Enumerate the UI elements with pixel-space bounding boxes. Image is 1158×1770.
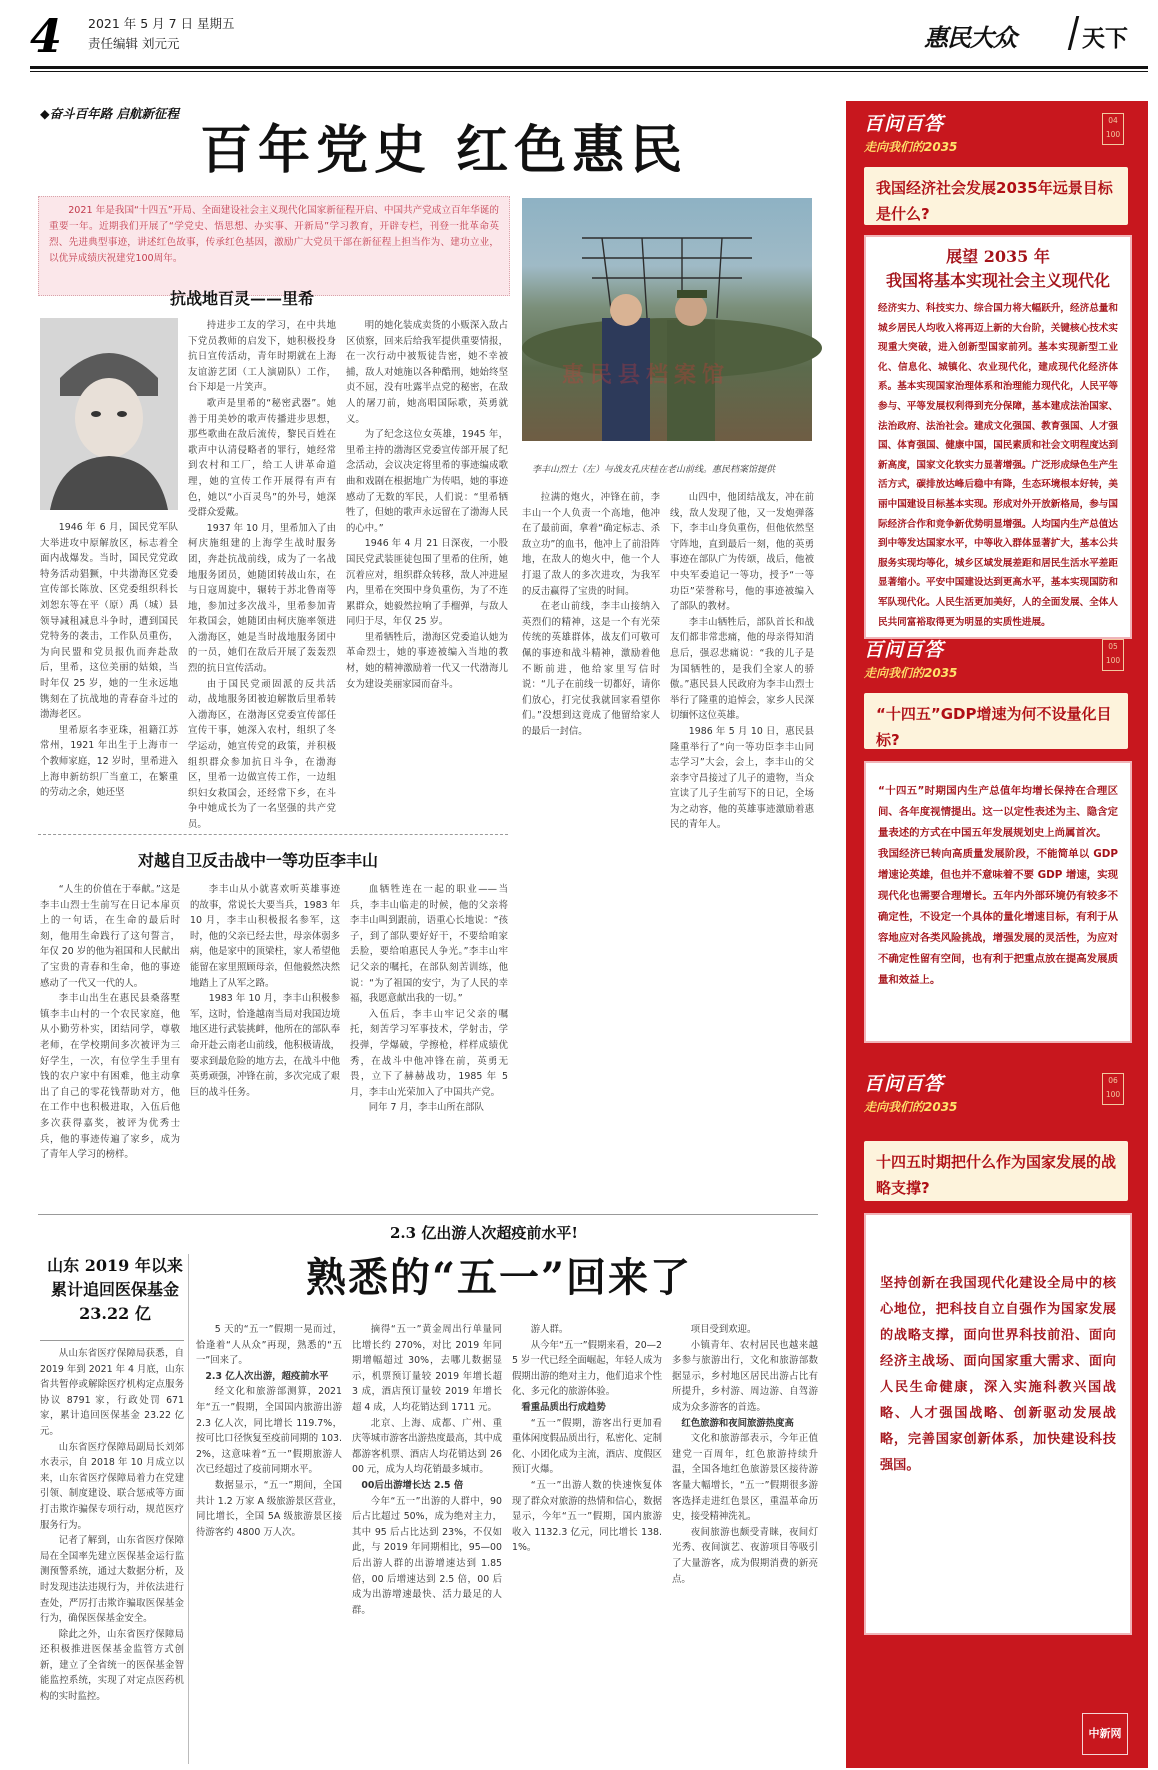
story1-col1: 1946 年 6 月，国民党军队大举进攻中原解放区，标志着全面内战爆发。当时，国民党党政特务活动猖獗，中共渤海区党委宣传部长陈放、区党委组织科长刘恕东等在平（原）禹（城）县领导减租减息斗争时，遭到国民党特务的袭击，工作队员重伤，为向民盟和党员报仇而奔赴敌后，里希，这位美丽的姑娘，当时年仅 25 岁，她的一生永远地镌刻在了抗战地的青春奋斗过的渤海老区。 里希原名李亚珠，祖籍江苏常州，1921 年出生于上海市一个教师家庭，12 岁时，里希进入上海申新纺织厂当童工，在繁重的劳动之余，她还坚: [40, 522, 178, 799]
qa3-answer: [864, 1213, 1132, 1635]
qa2-answer: [864, 761, 1132, 1043]
intro-text: 2021 年是我国“十四五”开局、全面建设社会主义现代化国家新征程开启、中国共产党成立百年华诞的重要一年。近期我们开展了“学党史、悟思想、办实事、开新局”学习教育，开辟专栏，刊登一批革命英烈、先进典型事迹，讲述红色故事，传承红色基因，激励广大党员干部在新征程上担当作为、建功立业，以优异成绩庆祝建党100周年。: [49, 205, 499, 264]
tourism-col3: 游人群。 从今年“五一”假期来看，20—25 岁一代已经全面崛起，年轻人成为假期出游的绝对主力，他们追求个性化、多元化的旅游体验。 看重品质出行成趋势 “五一”假期，游客出行更加看重体闲度假品质出行，私密化、定制化、小团化成为主流，酒店、度假区预订火爆。 “五一”出游人数的快速恢复体现了群众对旅游的热情和信心，数据显示，今年“五一”假期，国内旅游收入 1132.3 亿元，同比增长 138.1%。: [512, 1324, 663, 1554]
brand-logo: 惠民大众: [924, 23, 1016, 52]
photo-watermark: 惠民县档案馆: [562, 363, 731, 388]
shandong-title: 山东 2019 年以来累计追回医保基金 23.22 亿: [47, 1256, 183, 1323]
story1-col3: 明的她化装成卖货的小贩深入敌占区侦察，回来后给我军提供重要情报，在一次行动中被叛徒告密，她不幸被捕，敌人对她施以各种酷刑，她始终坚贞不屈，没有吐露半点党的秘密，在敌人的屠刀前，她高唱国际歌，英勇就义。 为了纪念这位女英雄，1945 年，里希主持的渤海区党委宣传部开展了纪念活动，会议决定将里希的事迹编成歌曲和戏剧在根据地广为传唱，她的事迹感动了无数的军民，人们说：“里希牺牲了，但她的歌声永远留在了渤海人民的心中。” 1946 年 4 月 21 日深夜，一小股国民党武装匪徒包围了里希的住所，她沉着应对，组织群众转移，敌人冲进屋内，里希在突围中身负重伤，为了不连累群众，她毅然拉响了手榴弹，与敌人同归于尽，年仅 25 岁。 里希牺牲后，渤海区党委追认她为革命烈士，她的事迹被编入当地的教材，她的精神激励着一代又一代渤海儿女为建设美丽家园而奋斗。: [346, 320, 508, 690]
qa1-badge-title: 百问百答: [864, 113, 945, 135]
qa1-badge-sub: 走向我们的2035: [864, 140, 958, 154]
qa2-number: 05 100: [1102, 639, 1124, 671]
subhead-1: 2.3 亿人次出游，超疫前水平: [205, 1370, 329, 1382]
diamond-icon: ◆: [40, 106, 50, 121]
tourism-title: 熟悉的“五一”回来了: [306, 1254, 693, 1301]
shandong-rule: [40, 1340, 184, 1341]
photo-caption: 李丰山烈士（左）与战友孔庆桂在老山前线。惠民档案馆提供: [532, 465, 776, 475]
column-tag: ◆奋斗百年路 启航新征程: [40, 106, 179, 121]
tourism-kicker: 2.3 亿出游人次超疫前水平!: [390, 1224, 578, 1242]
main-title: 百年党史 红色惠民: [200, 120, 689, 181]
story2-title: 对越自卫反击战中一等功臣李丰山: [138, 851, 379, 870]
story1-col2: 持进步工友的学习，在中共地下党员教师的启发下，她积极投身抗日宣传活动，青年时期就在上海友谊游艺团（工人演剧队）工作，台下却是一片笑声。 歌声是里希的“秘密武器”。她善于用美妙的歌声传播进步思想，那些歌曲在敌后流传，黎民百姓在歌声中认清侵略者的罪行，她经常到农村和工厂，给工人讲革命道理，她的宣传工作开展得有声有色，她以“小百灵鸟”的外号，她深受群众爱戴。 1937 年 10 月，里希加入了由柯庆施组建的上海学生战时服务团，奔赴抗战前线，成为了一名战地服务团员，她随团转战山东，在与日寇周旋中，辗转于苏北鲁南等地，参加过多次战斗，里希参加青年救国会，她随团由柯庆施率领进入渤海区，她是当时战地服务团中的一员，她们在敌后开展了轰轰烈烈的抗日宣传活动。 由于国民党顽固派的反共活动，战地服务团被迫解散后里希转入渤海区，在渤海区党委宣传部任宣传干事，她深入农村，组织了冬学运动，她宣传党的政策，并积极组织群众参加抗日斗争，在渤海区，里希一边做宣传工作，一边组织妇女救国会，还经常下乡，在斗争中她成长为了一名坚强的共产党员。: [188, 320, 336, 830]
header-rule-thin: [30, 71, 1148, 72]
qa2-badge: [864, 635, 980, 681]
qa1-badge: [864, 109, 980, 155]
qa3-answer-text: 坚持创新在我国现代化建设全局中的核心地位，把科技自立自强作为国家发展的战略支撑，面向世界科技前沿、面向经济主战场、面向国家重大需求、面向人民生命健康，深入实施科教兴国战略、人才强国战略、创新驱动发展战略，完善国家创新体系，加快建设科技强国。: [880, 1276, 1116, 1473]
story2-col3: 血牺牲连在一起的职业——当兵，李丰山临走的时候，他的父亲将李丰山叫到跟前，语重心长地说：“孩子，到了部队要好好干，不要给咱家丢脸，要给咱惠民人争光。”李丰山牢记父亲的嘱托，在部队刻苦训练，他说：“为了祖国的安宁，为了人民的幸福，我愿意献出我的一切。” 入伍后，李丰山牢记父亲的嘱托，刻苦学习军事技术，学射击，学投弹，学爆破，学擦枪，样样成绩优秀，在战斗中他冲锋在前，英勇无畏，立下了赫赫战功，1985 年 5 月，李丰山光荣加入了中国共产党。 同年 7 月，李丰山所在部队: [350, 884, 508, 1114]
subhead-3: 看重品质出行成趋势: [521, 1401, 606, 1413]
qa1-answer-text: 经济实力、科技实力、综合国力将大幅跃升，经济总量和城乡居民人均收入将再迈上新的大台阶，关键核心技术实现重大突破，进入创新型国家前列。基本实现新型工业化、信息化、城镇化、农业现代化，建成现代化经济体系。基本实现国家治理体系和治理能力现代化，人民平等参与、平等发展权利得到充分保障，基本建成法治国家、法治政府、法治社会。建成文化强国、教育强国、人才强国、体育强国、健康中国，国民素质和社会文明程度达到新高度，国家文化软实力显著增强。广泛形成绿色生产生活方式，碳排放达峰后稳中有降，生态环境根本好转，美丽中国建设目标基本实现。形成对外开放新格局，参与国际经济合作和竞争新优势明显增强。人均国内生产总值达到中等发达国家水平，中等收入群体显著扩大，基本公共服务实现均等化，城乡区域发展差距和居民生活水平差距显著缩小。平安中国建设达到更高水平，基本实现国防和军队现代化。人民生活更加美好，人的全面发展、全体人民共同富裕取得更为明显的实质性进展。: [878, 303, 1118, 628]
story2-divider: [38, 834, 508, 835]
qa3-question: 十四五时期把什么作为国家发展的战略支撑?: [864, 1141, 1128, 1201]
qa1-answer-title: 展望 2035 年 我国将基本实现社会主义现代化: [885, 247, 1110, 290]
qa3-badge-sub: 走向我们的2035: [864, 1100, 958, 1114]
story-cont-col2: 山四中，他团结战友，冲在前线，敌人发现了他，又一发炮弹落下，李丰山身负重伤，但他依然坚守阵地，直到最后一刻，他的英勇事迹在部队广为传颂，战后，他被中央军委追记一等功，授予“一等功臣”荣誉称号，他的事迹被编入了部队的教材。 李丰山牺牲后，部队首长和战友们都非常悲痛，他的母亲得知消息后，强忍悲痛说：“我的儿子是为国牺牲的，是我们全家人的骄傲。”惠民县人民政府为李丰山烈士举行了隆重的追悼会，家乡人民深切缅怀这位英雄。 1986 年 5 月 10 日，惠民县隆重举行了“向一等功臣李丰山同志学习”大会，会上，李丰山的父亲李守昌接过了儿子的遗物，当众宣读了儿子生前写下的日记，全场为之动容，他的英雄事迹激励着惠民的青年人。: [670, 492, 814, 831]
tourism-rule: [38, 1214, 818, 1215]
shandong-body: 从山东省医疗保障局获悉，自 2019 年到 2021 年 4 月底，山东省共暂停或解除医疗机构定点服务协议 8791 家，行政处罚 671 家，累计追回医保基金 23.22 亿元。 山东省医疗保障局副局长刘郊水表示，自 2018 年 10 月成立以来，山东省医疗保障局着力在党建引领、制度建设、联合惩戒等方面打击欺诈骗保专项行动，规范医疗服务行为。 记者了解到，山东省医疗保障局在全国率先建立医保基金运行监测预警系统，通过大数据分析，及时发现违法违规行为，并依法进行查处，严厉打击欺诈骗取医保基金行为，确保医保基金安全。 除此之外，山东省医疗保障局还积极推进医保基金监管方式创新，建立了全省统一的医保基金智能监控系统，实现了对定点医药机构的实时监控。: [40, 1348, 184, 1703]
intro-box: [38, 196, 510, 296]
lixi-portrait: [40, 318, 178, 510]
qa3-badge: [864, 1069, 980, 1115]
qa1-question: 我国经济社会发展2035年远景目标是什么?: [864, 167, 1128, 225]
qa-panel: [846, 101, 1148, 1768]
portrait-illustration: [40, 318, 178, 510]
slash-divider: [1068, 16, 1079, 50]
story1-title: 抗战地百灵——里希: [170, 289, 315, 308]
footer-logo: 中新网: [1082, 1713, 1128, 1755]
story2-col1: “人生的价值在于奉献。”这是李丰山烈士生前写在日记本扉页上的一句话，在生命的最后时刻，他用生命践行了这句誓言，年仅 20 岁的他为祖国和人民献出了宝贵的青春和生命，他的事迹感动了一代又一代的人。 李丰山出生在惠民县桑落墅镇李丰山村的一个农民家庭，他从小勤劳朴实，团结同学，尊敬老师，在学校期间多次被评为三好学生，一次，有位学生手里有钱的农户家中有困难，他主动拿出了自己的零花钱帮助对方，他在工作中也积极进取，入伍后他多次获得嘉奖，被评为优秀士兵，他的事迹传遍了家乡，成为了青年人学习的榜样。: [40, 884, 180, 1161]
tourism-col4: 项目受到欢迎。 小镇青年、农村居民也越来越多参与旅游出行，文化和旅游部数据显示，乡村地区居民出游占比有所提升，乡村游、周边游、自驾游成为众多游客的首选。 红色旅游和夜间旅游热度高 文化和旅游部表示，今年正值建党一百周年，红色旅游持续升温，全国各地红色旅游景区接待游客量大幅增长，“五一”假期很多游客选择走进红色景区，重温革命历史，接受精神洗礼。 夜间旅游也颇受青睐，夜间灯光秀、夜间演艺、夜游项目等吸引了大量游客，成为假期消费的新亮点。: [672, 1324, 818, 1585]
lee-photo: [522, 198, 812, 441]
qa3-number: 06 100: [1102, 1073, 1124, 1105]
story-cont-col1: 拉满的炮火，冲锋在前，李丰山一个人负责一个高地，他冲在了最前面，拿着“确定标志、杀敌立功”的血书，他冲上了前沿阵地，在敌人的炮火中，他一个人打退了敌人的多次进攻，为我军的反击赢得了宝贵的时间。 在老山前线，李丰山接纳入英烈们的精神，这是一个有光荣传统的英雄群体，战友们可敬可佩的事迹和战斗精神，激励着他不断前进，他给家里写信时说：“儿子在前线一切都好，请你们放心，打完仗我就回家看望你们。”没想到这竟成了他留给家人的最后一封信。: [522, 492, 660, 737]
subhead-2: 00后出游增长达 2.5 倍: [361, 1479, 464, 1491]
qa2-badge-sub: 走向我们的2035: [864, 666, 958, 680]
qa2-question: “十四五”GDP增速为何不设量化目标?: [864, 693, 1128, 749]
shandong-vrule: [188, 1254, 189, 1764]
section-name: 天下: [1082, 26, 1128, 52]
qa2-badge-title: 百问百答: [864, 639, 945, 661]
qa1-answer: [864, 235, 1132, 639]
header-rule: [30, 66, 1148, 69]
qa1-number: 04 100: [1102, 113, 1124, 145]
story2-col2: 李丰山从小就喜欢听英雄事迹的故事，常说长大要当兵，1983 年 10 月，李丰山积极报名参军，这时，他的父亲已经去世，母亲体弱多病，他是家中的顶梁柱，家人希望他能留在家里照顾母亲，但他毅然决然地踏上了从军之路。 1983 年 10 月，李丰山积极参军，这时，恰逢越南当局对我国边境地区进行武装挑衅，他所在的部队奉命开赴云南老山前线，他积极请战，要求到最危险的地方去，在战斗中他英勇顽强，冲锋在前，多次完成了艰巨的战斗任务。: [190, 884, 341, 1098]
header-editor: 责任编辑 刘元元: [88, 36, 180, 51]
header-date: 2021 年 5 月 7 日 星期五: [88, 16, 235, 31]
qa2-answer-text: “十四五”时期国内生产总值年均增长保持在合理区间、各年度视情提出。这一以定性表述为主、隐含定量表述的方式在中国五年发展规划史上尚属首次。 我国经济已转向高质量发展阶段，不能简单以 GDP 增速论英雄，但也并不意味着不要 GDP 增速，实现现代化也需要合理增长。五年内外部环境仍有较多不确定性，不设定一个具体的量化增速目标，有利于从容地应对各类风险挑战，增强发展的灵活性，为应对不确定性留有空间，也有利于把重点放在提高发展质量和效益上。: [878, 785, 1118, 986]
tourism-col1: 5 天的“五一”假期一晃而过，恰逢着“人从众”再现，熟悉的“五一”回来了。 2.3 亿人次出游，超疫前水平 经文化和旅游部测算，2021 年“五一”假期，全国国内旅游出游 2.3 亿人次，同比增长 119.7%，按可比口径恢复至疫前同期的 103.2%，这意味着“五一”假期旅游人次已经超过了疫前同期水平。 数据显示，“五一”期间，全国共计 1.2 万家 A 级旅游景区营业，同比增长，全国 5A 级旅游景区接待游客约 4800 万人次。: [196, 1324, 342, 1538]
photo-illustration: [522, 198, 812, 441]
qa3-badge-title: 百问百答: [864, 1073, 945, 1095]
subhead-4: 红色旅游和夜间旅游热度高: [681, 1417, 794, 1429]
page-number: 4: [30, 9, 63, 63]
tourism-col2: 摘得“五一”黄金周出行单量同比增长约 270%，对比 2019 年同期增幅超过 30%，去哪儿数据显示，机票预订量较 2019 年增长超 3 成，酒店预订量较 2019 年增长超 4 成，人均花销达到 1711 元。 北京、上海、成都、广州、重庆等城市游客出游热度最高，其中成都游客机票、酒店人均花销达到 2600 元，成为人均花销最多城市。 00后出游增长达 2.5 倍 今年“五一”出游的人群中，90 后占比超过 50%，成为绝对主力，其中 95 后占比达到 23%，不仅如此，与 2019 年同期相比，95—00 后出游人群的出游增速达到 1.85 倍，00 后增速达到 2.5 倍，00 后成为出游增速最快、活力最足的人群。: [352, 1324, 503, 1616]
